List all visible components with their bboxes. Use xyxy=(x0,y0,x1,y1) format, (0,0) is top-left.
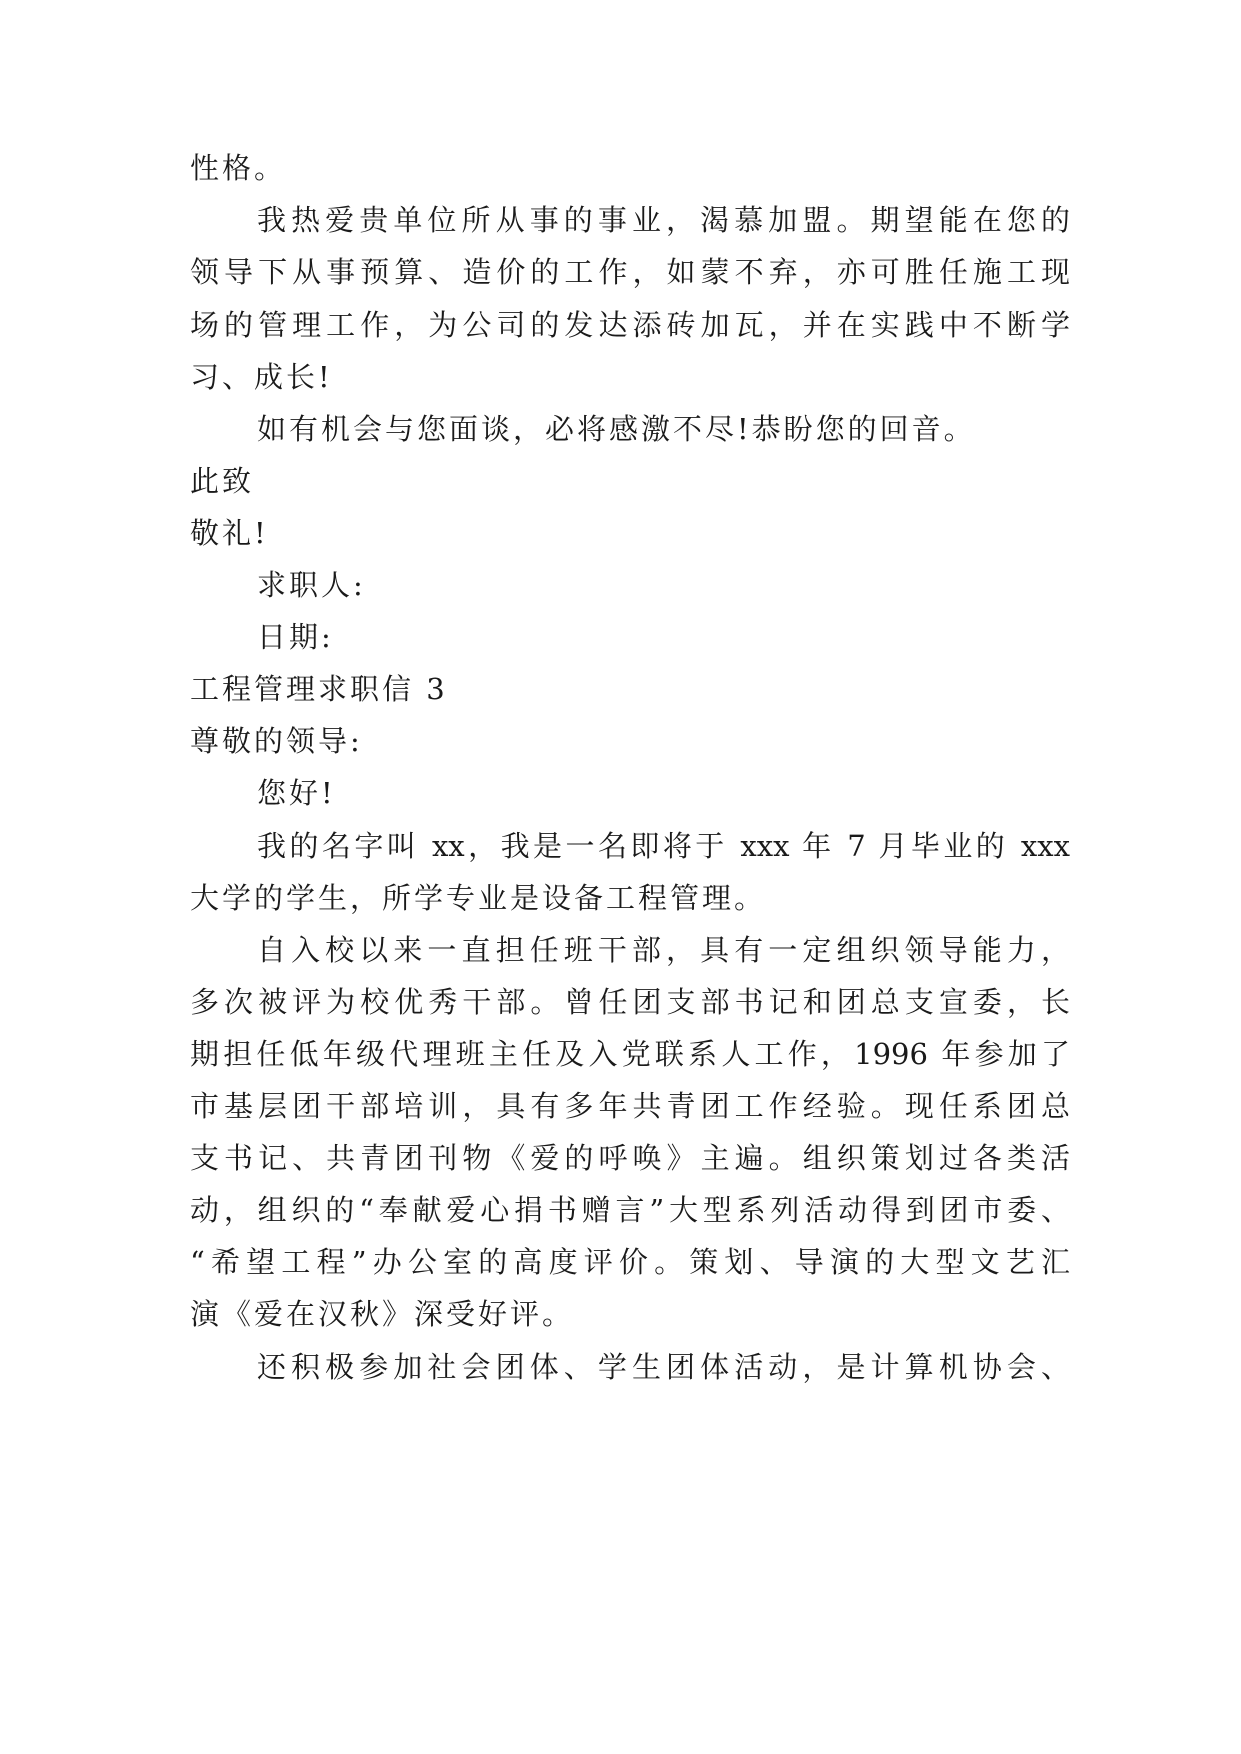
greeting: 您好! xyxy=(257,776,336,810)
text-line: “希望工程”办公室的高度评价。策划、导演的大型文艺汇 xyxy=(190,1245,1070,1279)
paragraph-line: 我的名字叫 xx，我是一名即将于 xxx 年 7 月毕业的 xxx xyxy=(257,829,1070,863)
text-line: 市基层团干部培训，具有多年共青团工作经验。现任系团总 xyxy=(190,1089,1070,1123)
paragraph-line: 自入校以来一直担任班干部，具有一定组织领导能力， xyxy=(257,933,1070,967)
signature-applicant: 求职人: xyxy=(257,568,366,602)
paragraph-line: 如有机会与您面谈，必将感激不尽!恭盼您的回音。 xyxy=(257,412,976,446)
text-line: 场的管理工作，为公司的发达添砖加瓦，并在实践中不断学 xyxy=(190,308,1070,342)
text-line: 性格。 xyxy=(190,151,287,185)
text-line: 期担任低年级代理班主任及入党联系人工作，1996 年参加了 xyxy=(190,1037,1070,1071)
closing-salutation: 此致 xyxy=(190,464,255,498)
text-line: 习、成长! xyxy=(190,360,333,394)
text-line: 领导下从事预算、造价的工作，如蒙不弃，亦可胜任施工现 xyxy=(190,255,1070,289)
signature-date: 日期: xyxy=(257,620,334,654)
text-line: 演《爱在汉秋》深受好评。 xyxy=(190,1297,575,1331)
text-line: 支书记、共青团刊物《爱的呼唤》主遍。组织策划过各类活 xyxy=(190,1141,1070,1175)
paragraph-line: 还积极参加社会团体、学生团体活动，是计算机协会、 xyxy=(257,1350,1070,1384)
text-line: 动，组织的“奉献爱心捐书赠言”大型系列活动得到团市委、 xyxy=(190,1193,1070,1227)
paragraph-line: 我热爱贵单位所从事的事业，渴慕加盟。期望能在您的 xyxy=(257,203,1070,237)
closing-salutation: 敬礼! xyxy=(190,516,269,550)
section-title: 工程管理求职信 3 xyxy=(190,672,448,706)
greeting: 尊敬的领导: xyxy=(190,724,363,758)
text-line: 大学的学生，所学专业是设备工程管理。 xyxy=(190,881,767,915)
text-line: 多次被评为校优秀干部。曾任团支部书记和团总支宣委，长 xyxy=(190,985,1070,1019)
